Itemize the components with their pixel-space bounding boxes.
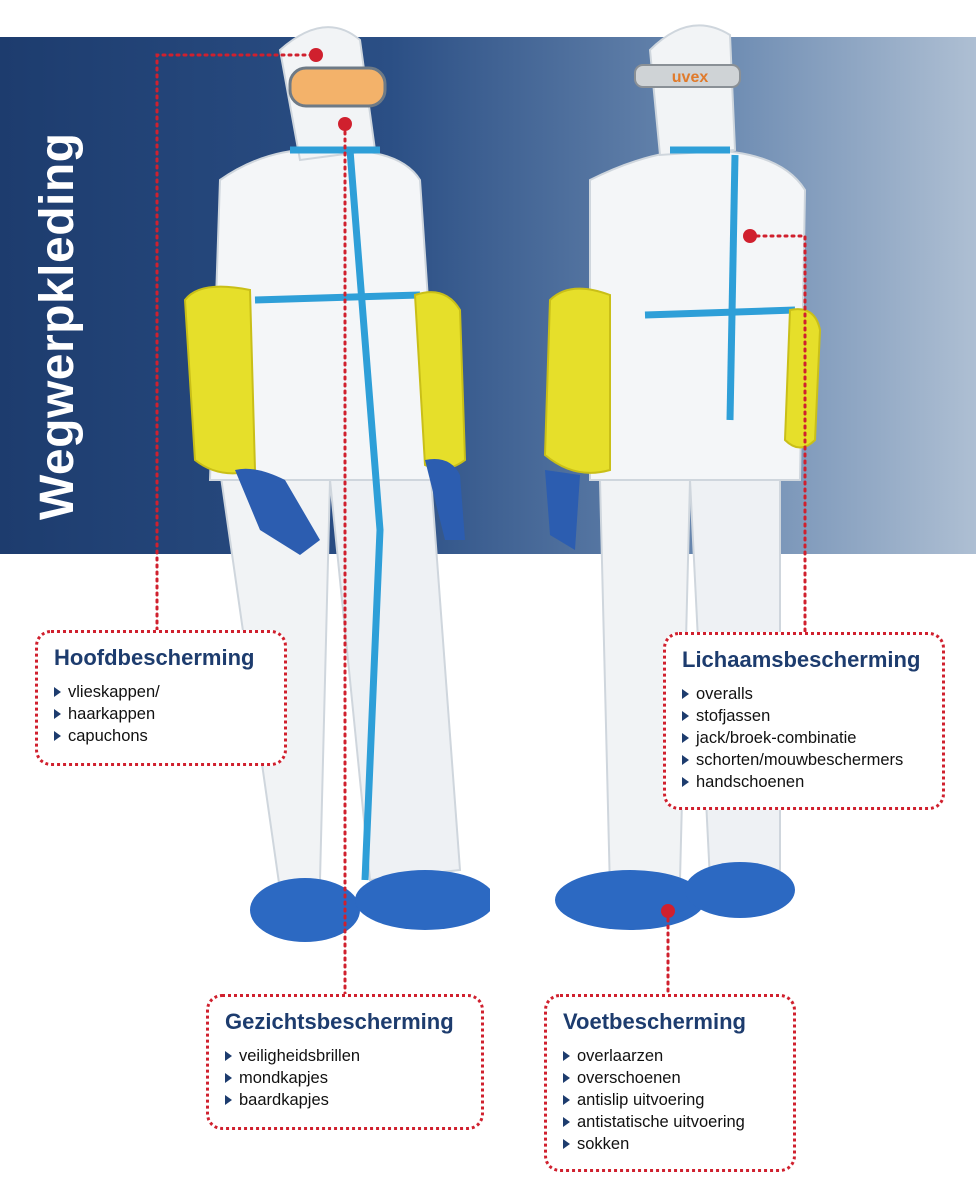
list-item: handschoenen bbox=[682, 771, 926, 793]
list-item: overschoenen bbox=[563, 1067, 777, 1089]
list-item: sokken bbox=[563, 1133, 777, 1155]
list-item: jack/broek-combinatie bbox=[682, 727, 926, 749]
marker-face bbox=[338, 117, 352, 131]
list-item: stofjassen bbox=[682, 705, 926, 727]
list-item: haarkappen bbox=[54, 703, 268, 725]
list-item: capuchons bbox=[54, 725, 268, 747]
list-item: mondkapjes bbox=[225, 1067, 465, 1089]
list-item: overlaarzen bbox=[563, 1045, 777, 1067]
callout-body bbox=[663, 632, 945, 810]
callout-face-title: Gezichtsbescherming bbox=[225, 1009, 454, 1034]
list-item: vlieskappen/ bbox=[54, 681, 268, 703]
goggle-strap-brand: uvex bbox=[671, 69, 709, 86]
list-item: overalls bbox=[682, 683, 926, 705]
callout-feet bbox=[544, 994, 796, 1172]
list-item: antistatische uitvoering bbox=[563, 1111, 777, 1133]
callout-face bbox=[206, 994, 484, 1130]
marker-head bbox=[309, 48, 323, 62]
callout-body-title: Lichaamsbescherming bbox=[682, 647, 921, 672]
callout-head-title: Hoofdbescherming bbox=[54, 645, 255, 670]
callout-feet-title: Voetbescherming bbox=[563, 1009, 746, 1034]
list-item: baardkapjes bbox=[225, 1089, 465, 1111]
list-item: schorten/mouwbeschermers bbox=[682, 749, 926, 771]
callout-head bbox=[35, 630, 287, 766]
marker-body bbox=[743, 229, 757, 243]
list-item: antislip uitvoering bbox=[563, 1089, 777, 1111]
list-item: veiligheidsbrillen bbox=[225, 1045, 465, 1067]
marker-feet bbox=[661, 904, 675, 918]
page-title: Wegwerpkleding bbox=[31, 132, 84, 520]
